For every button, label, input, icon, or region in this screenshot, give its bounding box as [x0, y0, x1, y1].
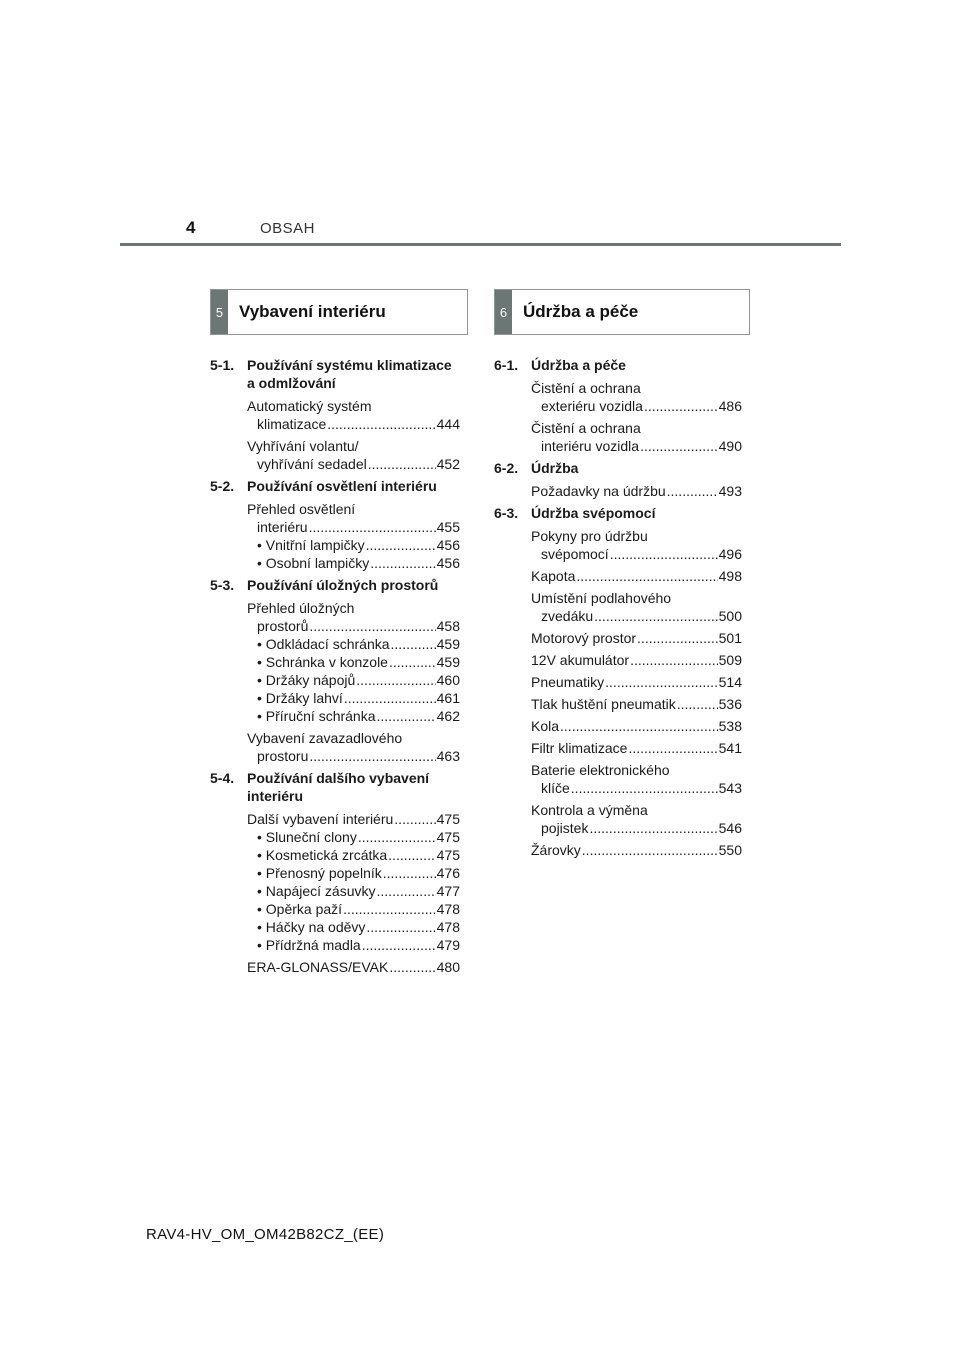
- entry-title-line: Přehled osvětlení: [247, 501, 356, 517]
- subentry-title: • Přídržná madla: [257, 937, 361, 953]
- section-tab: 5: [211, 290, 228, 334]
- chapter-heading: [210, 477, 460, 495]
- entry-title: Žárovky: [531, 842, 581, 858]
- document-code: RAV4-HV_OM_OM42B82CZ_(EE): [146, 1226, 385, 1243]
- entry-title-line: Přehled úložných: [247, 600, 355, 616]
- page-ref: 480: [436, 959, 460, 975]
- dot-leader: [366, 536, 436, 554]
- toc-entry[interactable]: [531, 629, 742, 647]
- dot-leader: [560, 717, 718, 735]
- page-ref: 456: [436, 555, 460, 571]
- entry-line: [531, 673, 742, 691]
- dot-leader: [377, 707, 436, 725]
- chapter-number: 6-3.: [494, 505, 519, 521]
- chapter-heading: [210, 769, 460, 805]
- toc-entry[interactable]: [531, 379, 742, 415]
- subentry-title: • Držáky lahví: [257, 690, 343, 706]
- chapter-heading: [210, 576, 460, 594]
- toc-column-5: [210, 354, 460, 980]
- entry-line: [531, 779, 742, 797]
- entry-title: exteriéru vozidla: [541, 398, 643, 414]
- toc-entry[interactable]: [247, 397, 460, 433]
- entry-title: Požadavky na údržbu: [531, 483, 666, 499]
- entry-line: [531, 607, 742, 625]
- entry-title: Kola: [531, 718, 560, 734]
- entry-title: interiéru vozidla: [541, 438, 640, 454]
- section-tab: 6: [495, 290, 512, 334]
- toc-entry[interactable]: [531, 717, 742, 735]
- page-ref: 509: [718, 652, 742, 668]
- page-ref: 463: [436, 748, 460, 764]
- page-ref: 459: [436, 654, 460, 670]
- dot-leader: [383, 864, 436, 882]
- subentry-title: • Kosmetická zrcátka: [257, 847, 388, 863]
- header-rule: [120, 243, 841, 246]
- dot-leader: [309, 747, 435, 765]
- entry-title-line: Vyhřívání volantu/: [247, 438, 359, 454]
- dot-leader: [589, 819, 717, 837]
- dot-leader: [368, 455, 436, 473]
- entry-title: Tlak huštění pneumatik: [531, 696, 676, 712]
- entry-title: Pneumatiky: [531, 674, 605, 690]
- entry-line: [531, 695, 742, 713]
- toc-entry[interactable]: [247, 500, 460, 572]
- chapter-number: 5-1.: [210, 357, 235, 373]
- entry-line: [531, 482, 742, 500]
- entry-title: Motorový prostor: [531, 630, 637, 646]
- toc-subentry[interactable]: [247, 828, 460, 846]
- subentry-title: • Sluneční clony: [257, 829, 357, 845]
- page-ref: 543: [718, 780, 742, 796]
- dot-leader: [388, 846, 435, 864]
- dot-leader: [637, 629, 718, 647]
- chapter-title: Používání systému klimatizace a odmlžování: [247, 357, 452, 391]
- page-ref: 486: [718, 398, 742, 414]
- chapter-title: Používání dalšího vybavení interiéru: [247, 770, 430, 804]
- chapter-number: 6-2.: [494, 460, 519, 476]
- toc-entry[interactable]: [531, 761, 742, 797]
- page-ref: 458: [436, 618, 460, 634]
- toc-entry[interactable]: [531, 419, 742, 455]
- entry-line: [247, 455, 460, 473]
- page-number: 4: [186, 218, 196, 237]
- dot-leader: [644, 397, 718, 415]
- page-ref: 479: [436, 937, 460, 953]
- entry-title-line: Čistění a ochrana: [531, 420, 641, 436]
- subentry-title: • Držáky nápojů: [257, 672, 356, 688]
- page-ref: 460: [436, 672, 460, 688]
- toc-entry[interactable]: [247, 599, 460, 725]
- page-ref: 500: [718, 608, 742, 624]
- chapter-heading: [494, 504, 742, 522]
- toc-entry[interactable]: [531, 695, 742, 713]
- dot-leader: [377, 882, 436, 900]
- chapter-title: Údržba a péče: [531, 357, 626, 373]
- entry-line: [531, 437, 742, 455]
- entry-title-line: Baterie elektronického: [531, 762, 670, 778]
- entry-title: vyhřívání sedadel: [257, 456, 367, 472]
- entry-title-line: Umístění podlahového: [531, 590, 672, 606]
- toc-subentry[interactable]: [247, 707, 460, 725]
- dot-leader: [667, 482, 718, 500]
- page-ref: 490: [718, 438, 742, 454]
- entry-title: klimatizace: [257, 416, 327, 432]
- section-heading-6: [494, 289, 750, 335]
- page-ref: 461: [436, 690, 460, 706]
- toc-subentry[interactable]: [247, 653, 460, 671]
- page-ref: 514: [718, 674, 742, 690]
- entry-title: Kapota: [531, 568, 576, 584]
- toc-entry[interactable]: [531, 841, 742, 859]
- subentry-title: • Schránka v konzole: [257, 654, 388, 670]
- dot-leader: [582, 841, 718, 859]
- entry-line: [247, 747, 460, 765]
- entry-title-line: Kontrola a výměna: [531, 802, 648, 818]
- page-ref: 498: [718, 568, 742, 584]
- entry-line: [531, 545, 742, 563]
- dot-leader: [309, 617, 435, 635]
- page-ref: 546: [718, 820, 742, 836]
- entry-title: prostoru: [257, 748, 309, 764]
- page-ref: 550: [718, 842, 742, 858]
- toc-entry[interactable]: [531, 589, 742, 625]
- page-ref: 538: [718, 718, 742, 734]
- dot-leader: [370, 554, 435, 572]
- entry-title-line: Čistění a ochrana: [531, 380, 641, 396]
- toc-subentry[interactable]: [247, 864, 460, 882]
- dot-leader: [610, 545, 718, 563]
- toc-subentry[interactable]: [247, 689, 460, 707]
- page-ref: 541: [718, 740, 742, 756]
- subentry-title: • Háčky na oděvy: [257, 919, 366, 935]
- dot-leader: [394, 810, 435, 828]
- toc-entry[interactable]: [531, 482, 742, 500]
- entry-title: svépomocí: [541, 546, 609, 562]
- page-ref: 475: [436, 847, 460, 863]
- page-ref: 462: [436, 708, 460, 724]
- dot-leader: [358, 828, 436, 846]
- dot-leader: [571, 779, 718, 797]
- chapter-title: Používání úložných prostorů: [247, 577, 439, 593]
- entry-line: [531, 819, 742, 837]
- entry-title-line: Pokyny pro údržbu: [531, 528, 648, 544]
- entry-title: 12V akumulátor: [531, 652, 630, 668]
- entry-line: [247, 415, 460, 433]
- dot-leader: [344, 689, 436, 707]
- entry-title: ERA-GLONASS/EVAK: [247, 959, 389, 975]
- section-title: Vybavení interiéru: [239, 302, 386, 321]
- entry-line: [531, 717, 742, 735]
- entry-line: [247, 810, 460, 828]
- toc-subentry[interactable]: [247, 635, 460, 653]
- entry-line: [531, 841, 742, 859]
- dot-leader: [576, 567, 717, 585]
- toc-subentry[interactable]: [247, 882, 460, 900]
- toc-subentry[interactable]: [247, 900, 460, 918]
- entry-line: [531, 567, 742, 585]
- dot-leader: [628, 739, 717, 757]
- entry-title-line: Automatický systém: [247, 398, 372, 414]
- chapter-title: Údržba svépomocí: [531, 505, 656, 521]
- subentry-title: • Přenosný popelník: [257, 865, 382, 881]
- entry-line: [247, 518, 460, 536]
- entry-line: [247, 958, 460, 976]
- dot-leader: [594, 607, 717, 625]
- toc-entry[interactable]: [531, 673, 742, 691]
- entry-title: Další vybavení interiéru: [247, 811, 394, 827]
- chapter-number: 5-4.: [210, 770, 235, 786]
- entry-line: [247, 617, 460, 635]
- page-ref: 456: [436, 537, 460, 553]
- entry-line: [531, 397, 742, 415]
- chapter-title: Používání osvětlení interiéru: [247, 478, 437, 494]
- page-ref: 536: [718, 696, 742, 712]
- subentry-title: • Napájecí zásuvky: [257, 883, 376, 899]
- entry-line: [531, 651, 742, 669]
- section-name: OBSAH: [260, 220, 316, 237]
- dot-leader: [362, 936, 436, 954]
- dot-leader: [605, 673, 717, 691]
- page-ref: 452: [436, 456, 460, 472]
- page-ref: 476: [436, 865, 460, 881]
- dot-leader: [389, 958, 435, 976]
- dot-leader: [677, 695, 718, 713]
- subentry-title: • Odkládací schránka: [257, 636, 390, 652]
- chapter-number: 5-3.: [210, 577, 235, 593]
- entry-title-line: Vybavení zavazadlového: [247, 730, 403, 746]
- chapter-heading: [494, 356, 742, 374]
- entry-line: [531, 629, 742, 647]
- section-title: Údržba a péče: [523, 302, 639, 321]
- toc-entry[interactable]: [531, 567, 742, 585]
- dot-leader: [327, 415, 435, 433]
- chapter-heading: [494, 459, 742, 477]
- toc-entry[interactable]: [531, 739, 742, 757]
- dot-leader: [391, 635, 436, 653]
- chapter-number: 5-2.: [210, 478, 235, 494]
- chapter-heading: [210, 356, 460, 392]
- page-ref: 478: [436, 901, 460, 917]
- toc-entry[interactable]: [531, 527, 742, 563]
- dot-leader: [343, 900, 436, 918]
- toc-column-6: [494, 354, 742, 863]
- toc-subentry[interactable]: [247, 671, 460, 689]
- entry-title: interiéru: [257, 519, 308, 535]
- page-ref: 478: [436, 919, 460, 935]
- entry-line: [531, 739, 742, 757]
- toc-subentry[interactable]: [247, 554, 460, 572]
- dot-leader: [309, 518, 436, 536]
- entry-title: Filtr klimatizace: [531, 740, 628, 756]
- toc-entry[interactable]: [247, 958, 460, 976]
- subentry-title: • Opěrka paží: [257, 901, 343, 917]
- page-ref: 493: [718, 483, 742, 499]
- toc-subentry[interactable]: [247, 536, 460, 554]
- subentry-title: • Příruční schránka: [257, 708, 376, 724]
- page-ref: 496: [718, 546, 742, 562]
- entry-title: zvedáku: [541, 608, 594, 624]
- dot-leader: [389, 653, 436, 671]
- toc-entry[interactable]: [247, 729, 460, 765]
- entry-title: prostorů: [257, 618, 309, 634]
- subentry-title: • Vnitřní lampičky: [257, 537, 365, 553]
- page-ref: 459: [436, 636, 460, 652]
- toc-subentry[interactable]: [247, 918, 460, 936]
- toc-entry[interactable]: [531, 801, 742, 837]
- toc-entry[interactable]: [531, 651, 742, 669]
- entry-title: pojistek: [541, 820, 589, 836]
- page-ref: 477: [436, 883, 460, 899]
- page-ref: 475: [436, 811, 460, 827]
- section-heading-5: [210, 289, 468, 335]
- page-ref: 475: [436, 829, 460, 845]
- dot-leader: [640, 437, 718, 455]
- page-ref: 501: [718, 630, 742, 646]
- chapter-title: Údržba: [531, 460, 579, 476]
- toc-entry[interactable]: [247, 437, 460, 473]
- toc-subentry[interactable]: [247, 936, 460, 954]
- page-ref: 444: [436, 416, 460, 432]
- entry-title: klíče: [541, 780, 570, 796]
- toc-subentry[interactable]: [247, 846, 460, 864]
- dot-leader: [630, 651, 718, 669]
- page-header: [120, 218, 840, 244]
- toc-entry[interactable]: [247, 810, 460, 954]
- page-ref: 455: [436, 519, 460, 535]
- chapter-number: 6-1.: [494, 357, 519, 373]
- subentry-title: • Osobní lampičky: [257, 555, 370, 571]
- dot-leader: [366, 918, 435, 936]
- dot-leader: [356, 671, 435, 689]
